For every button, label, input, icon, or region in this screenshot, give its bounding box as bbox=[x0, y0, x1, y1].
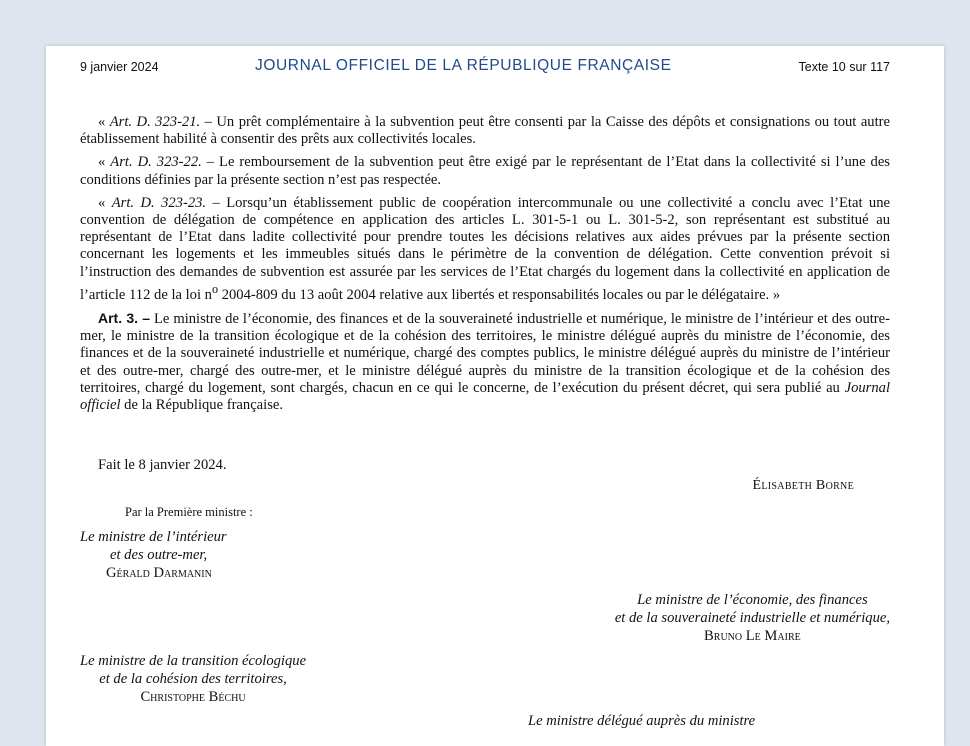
signature-role: Le ministre de l’économie, des finances bbox=[637, 592, 868, 608]
signature-role: et des outre-mer, bbox=[110, 547, 208, 563]
signature-role: Le ministre délégué auprès du ministre bbox=[528, 713, 756, 729]
journal-officiel-italic: Journal officiel bbox=[80, 379, 890, 413]
header-date: 9 janvier 2024 bbox=[80, 60, 159, 74]
article-ref: Art. D. 323-23. bbox=[111, 194, 207, 211]
signature-role: Le ministre de l’intérieur bbox=[80, 529, 227, 545]
article-d-323-21 bbox=[80, 114, 890, 148]
article-label: Art. 3. – bbox=[98, 309, 151, 326]
quote-mark: « bbox=[98, 114, 110, 130]
signature-delegate-minister bbox=[528, 712, 755, 730]
article-ref: Art. D. 323-21. bbox=[109, 114, 201, 130]
signature-role: et de la souveraineté industrielle et numérique, bbox=[614, 610, 890, 626]
quote-mark: « bbox=[98, 194, 112, 211]
article-ref: Art. D. 323-22. bbox=[110, 154, 202, 171]
numero-superscript: o bbox=[211, 281, 219, 296]
signature-name: Bruno Le Maire bbox=[704, 628, 801, 644]
article-3 bbox=[80, 310, 890, 414]
quote-mark: « bbox=[98, 154, 111, 171]
article-text: – Un prêt complémentaire à la subvention peut être consenti par la Caisse des dépôts et consignations ou tout autre établissement habilité à consentir des prêts aux collectivités locales. bbox=[80, 114, 890, 148]
signature-economy-minister bbox=[615, 591, 890, 645]
article-text: Le ministre de l’économie, des finances et de la souveraineté industrielle et numérique, le ministre de l’intérieur et des outre-mer, le ministre de la transition écologique et de la cohésion des territoires, le ministre délégué auprès du ministre de l’économie, des finances et de la souveraineté industrielle et numérique, chargé des comptes publics, le ministre délégué auprès du ministre de l’intérieur et des outre-mer, chargé des outre-mer, et le ministre délégué auprès du ministre de la transition écologique et de la cohésion des territoires, chargé du logement, sont chargés, chacun en ce qui le concerne, de l’exécution du présent décret, qui sera publié au bbox=[80, 310, 890, 396]
article-text: – Lorsqu’un établissement public de coopération intercommunale ou une collectivité a conclu avec l’Etat une convention de délégation de compétence en application des articles L. 301-5-1 ou L. 301-5-2, son représentant est substitué au représentant de l’Etat dans ladite collectivité pour prendre toutes les décisions relatives aux aides prévues par la présente section concernant les logements et les immeubles situés dans le périmètre de la convention de délégation. Cette convention prévoit si l’instruction des demandes de subvention est assurée par les services de l’Etat chargés du logement dans la collectivité en application de l’article 112 de la loi n bbox=[80, 194, 890, 303]
signature-role: Le ministre de la transition écologique bbox=[80, 653, 307, 669]
signature-date: Fait le 8 janvier 2024. bbox=[98, 457, 227, 473]
article-text-end: de la République française. bbox=[120, 396, 284, 413]
signature-interior-minister bbox=[80, 528, 227, 582]
article-d-323-23 bbox=[80, 195, 890, 304]
prime-minister-signature: Élisabeth Borne bbox=[752, 478, 854, 493]
signature-role: et de la cohésion des territoires, bbox=[99, 671, 287, 687]
decree-body bbox=[80, 114, 890, 420]
par-premiere-ministre: Par la Première ministre : bbox=[125, 505, 253, 519]
journal-title: JOURNAL OFFICIEL DE LA RÉPUBLIQUE FRANÇAISE bbox=[255, 57, 672, 74]
article-text-end: 2004-809 du 13 août 2004 relative aux libertés et responsabilités locales ou par le délégataire. » bbox=[218, 286, 781, 303]
article-text: – Le remboursement de la subvention peut être exigé par le représentant de l’Etat dans la collectivité si l’une des conditions définies par la présente section n’est pas respectée. bbox=[80, 154, 890, 188]
page-header bbox=[80, 58, 890, 78]
header-page-count: Texte 10 sur 117 bbox=[798, 60, 890, 74]
signature-ecology-minister bbox=[80, 652, 306, 706]
article-d-323-22 bbox=[80, 154, 890, 188]
signature-name: Gérald Darmanin bbox=[106, 565, 212, 581]
signature-name: Christophe Béchu bbox=[140, 689, 246, 705]
